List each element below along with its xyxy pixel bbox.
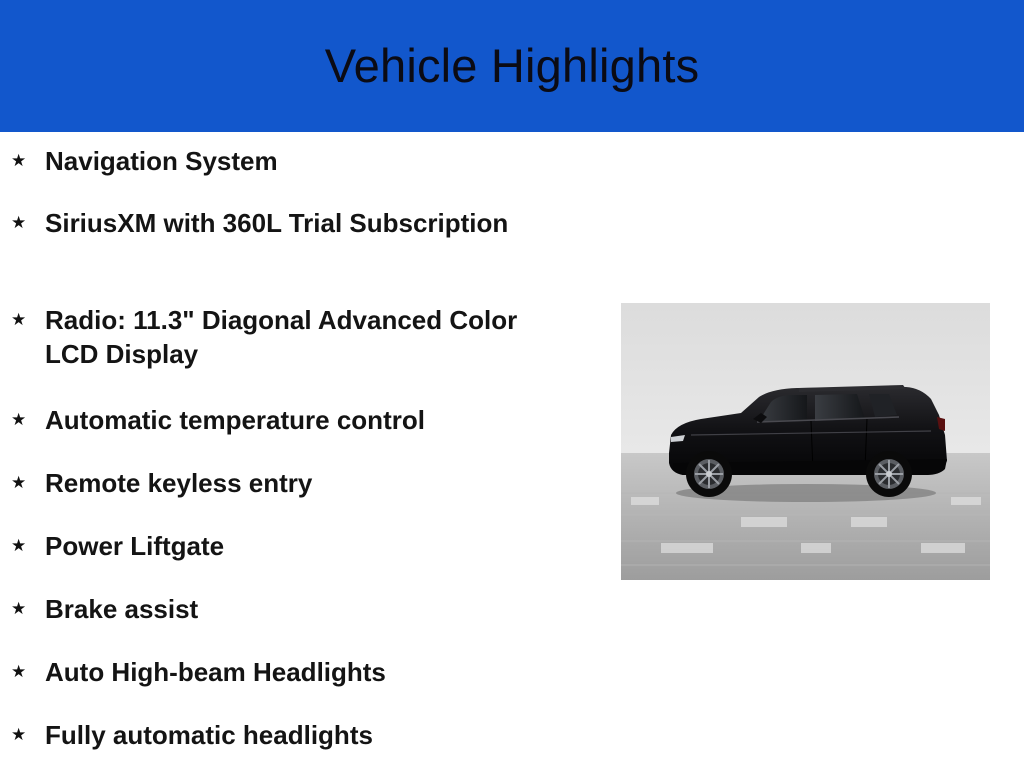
feature-item — [10, 655, 570, 689]
star-icon: ★ — [11, 662, 27, 682]
feature-label: Remote keyless entry — [45, 468, 313, 498]
feature-label: Auto High-beam Headlights — [45, 657, 386, 687]
star-icon: ★ — [11, 151, 27, 171]
star-icon: ★ — [11, 536, 27, 556]
star-icon: ★ — [11, 410, 27, 430]
feature-item — [10, 529, 570, 563]
feature-item — [10, 403, 570, 437]
feature-label: Navigation System — [45, 146, 278, 176]
feature-item — [10, 592, 570, 626]
star-icon: ★ — [11, 599, 27, 619]
feature-label: Radio: 11.3" Diagonal Advanced Color LCD Display — [45, 305, 518, 369]
header-banner — [0, 0, 1024, 132]
feature-label: Brake assist — [45, 594, 199, 624]
vehicle-photo — [621, 303, 990, 580]
feature-item — [10, 206, 570, 240]
star-icon: ★ — [11, 725, 27, 745]
feature-label: Fully automatic headlights — [45, 720, 373, 750]
star-icon: ★ — [11, 213, 27, 233]
feature-label: Power Liftgate — [45, 531, 225, 561]
page-title: Vehicle Highlights — [324, 38, 700, 92]
star-icon: ★ — [11, 310, 27, 330]
star-icon: ★ — [11, 473, 27, 493]
feature-item — [10, 144, 570, 178]
feature-item — [10, 303, 570, 371]
feature-label: Automatic temperature control — [45, 405, 425, 435]
feature-item — [10, 466, 570, 500]
feature-item — [10, 718, 570, 752]
feature-label: SiriusXM with 360L Trial Subscription — [45, 208, 509, 238]
